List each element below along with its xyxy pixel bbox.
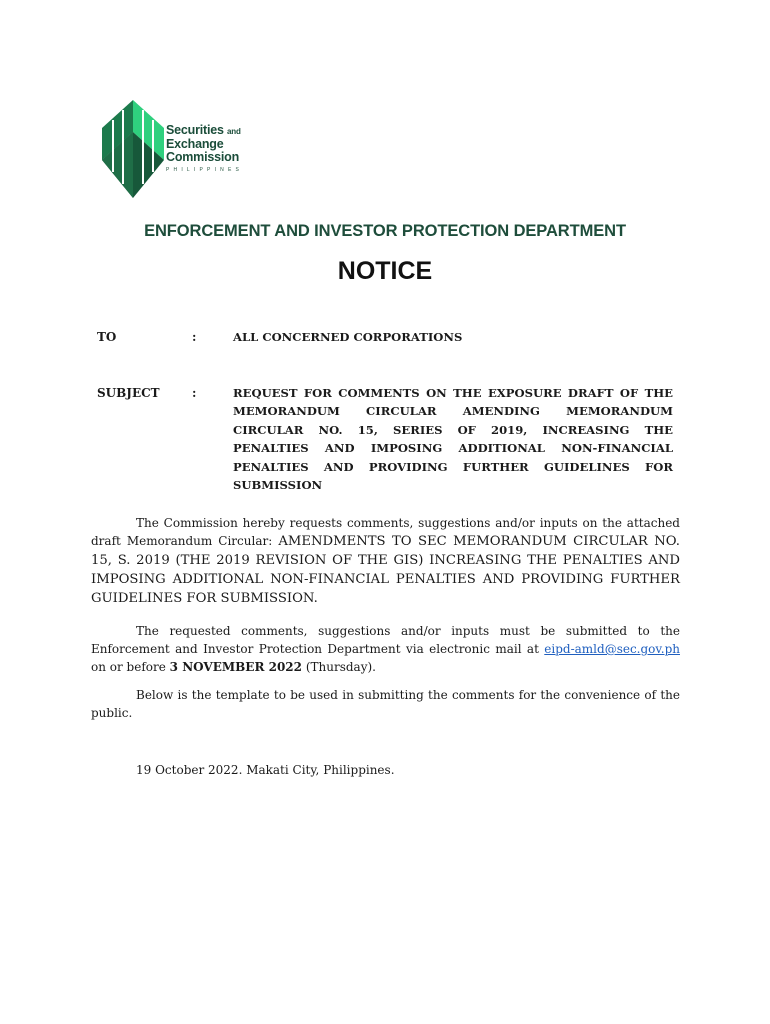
to-label: TO — [97, 330, 117, 344]
date-place-line — [91, 761, 680, 779]
notice-title: NOTICE — [337, 257, 433, 285]
deadline-date: 3 NOVEMBER 2022 — [169, 660, 302, 674]
subject-value: REQUEST FOR COMMENTS ON THE EXPOSURE DRAFT OF THE MEMORANDUM CIRCULAR AMENDING MEMORANDUM CIRCULAR NO. 15, SERIES OF 2019, INCREASING THE PENALTIES AND IMPOSING ADDITIONAL NON-FINANCIAL PENALTIES AND PROVIDING FURTHER GUIDELINES FOR SUBMISSION — [233, 386, 673, 493]
to-value: ALL CONCERNED CORPORATIONS — [233, 330, 463, 344]
date-text: 19 October 2022. Makati City, Philippines. — [136, 763, 395, 777]
logo-commission: Commission — [166, 150, 240, 164]
paragraph-submission — [91, 622, 680, 676]
sec-logo — [100, 98, 260, 202]
subject-label: SUBJECT — [97, 386, 160, 400]
circular-title: AMENDMENTS TO SEC MEMORANDUM CIRCULAR NO. 15, S. 2019 (THE 2019 REVISION OF THE GIS) INCREASING THE PENALTIES AND IMPOSING ADDITIONAL NON-FINANCIAL PENALTIES AND PROVIDING FURTHER GUIDELINES FOR SUBMISSION. — [91, 534, 680, 606]
logo-country: PHILIPPINES — [166, 167, 244, 173]
deadline-prefix: on or before — [91, 660, 166, 674]
logo-and: and — [227, 127, 241, 136]
paragraph-request — [91, 514, 680, 608]
submission-text: The requested comments, suggestions and/or inputs must be submitted to the Enforcement and Investor Protection Department via electronic mail at — [91, 624, 680, 656]
logo-exchange: Exchange — [166, 137, 224, 151]
email-link[interactable]: eipd-amld@sec.gov.ph — [544, 642, 680, 656]
subject-colon: : — [192, 386, 197, 400]
template-text: Below is the template to be used in submitting the comments for the convenience of the public. — [91, 688, 680, 720]
logo-wordmark — [166, 124, 243, 173]
logo-securities: Securities — [166, 123, 224, 137]
department-heading: ENFORCEMENT AND INVESTOR PROTECTION DEPARTMENT — [144, 222, 626, 240]
paragraph-template — [91, 686, 680, 722]
deadline-day: (Thursday). — [305, 660, 376, 674]
to-colon: : — [192, 330, 197, 344]
sec-emblem-icon — [100, 98, 166, 202]
request-intro: The Commission hereby requests comments, suggestions and/or inputs on the attached draft Memorandum Circular: — [91, 516, 680, 548]
